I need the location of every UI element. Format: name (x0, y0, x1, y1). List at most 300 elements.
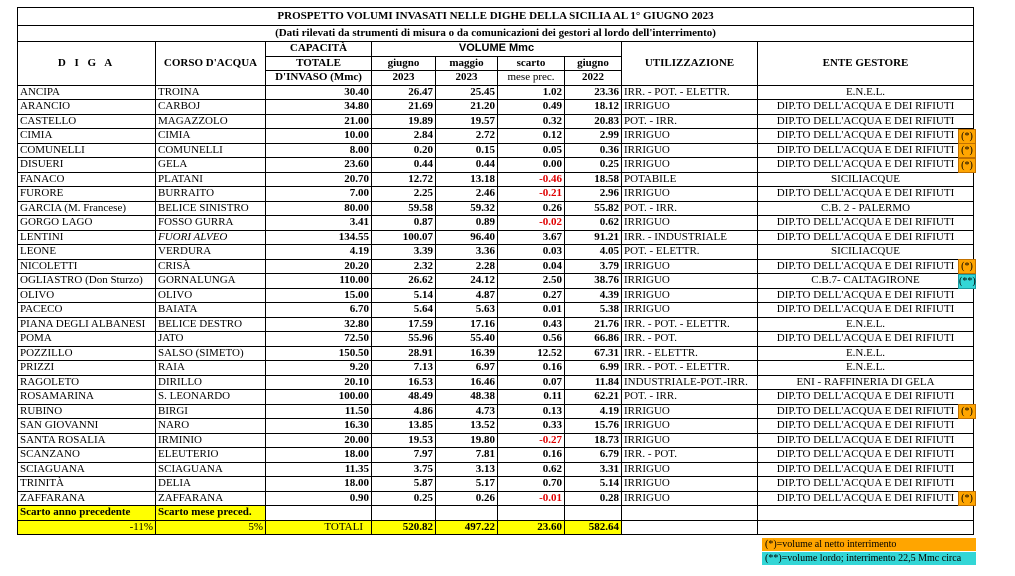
cell-capacita: 80.00 (266, 201, 372, 216)
cell-corso: BIRGI (156, 404, 266, 419)
cell-diga: TRINITÀ (18, 477, 156, 492)
cell-ente: DIP.TO DELL'ACQUA E DEI RIFIUTI (758, 303, 974, 318)
cell-utilizzazione: IRR. - ELETTR. (622, 346, 758, 361)
cell-capacita: 10.00 (266, 129, 372, 144)
report-subtitle: (Dati rilevati da strumenti di misura o da comunicazioni dei gestori al lordo dell'interrimento) (18, 26, 974, 42)
reservoir-report (17, 7, 974, 535)
cell-ente: DIP.TO DELL'ACQUA E DEI RIFIUTI (758, 158, 974, 173)
cell-utilizzazione: IRR. - INDUSTRIALE (622, 230, 758, 245)
cell-capacita: 23.60 (266, 158, 372, 173)
cell-scarto: -0.21 (498, 187, 565, 202)
cell-ente: ENI - RAFFINERIA DI GELA (758, 375, 974, 390)
cell-maggio-2023: 19.80 (436, 433, 498, 448)
scarto-mese-label: Scarto mese preced. (156, 506, 266, 521)
cell-corso: IRMINIO (156, 433, 266, 448)
cell-scarto: 0.16 (498, 361, 565, 376)
cell-utilizzazione: IRRIGUO (622, 216, 758, 231)
cell-giugno-2022: 4.19 (565, 404, 622, 419)
cell-utilizzazione: POT. - ELETTR. (622, 245, 758, 260)
cell-giugno-2022: 18.58 (565, 172, 622, 187)
cell-diga: PRIZZI (18, 361, 156, 376)
cell-giugno-2023: 59.58 (372, 201, 436, 216)
cell-scarto: 0.01 (498, 303, 565, 318)
cell-diga: CIMIA (18, 129, 156, 144)
cell-diga: CASTELLO (18, 114, 156, 129)
cell-utilizzazione: IRRIGUO (622, 433, 758, 448)
cell-maggio-2023: 19.57 (436, 114, 498, 129)
cell-scarto: 0.33 (498, 419, 565, 434)
cell-utilizzazione: IRRIGUO (622, 143, 758, 158)
cell-giugno-2022: 4.39 (565, 288, 622, 303)
cell-diga: SCANZANO (18, 448, 156, 463)
cell-giugno-2022: 67.31 (565, 346, 622, 361)
cell-ente: E.N.E.L. (758, 85, 974, 100)
cell-maggio-2023: 17.16 (436, 317, 498, 332)
header-corso: CORSO D'ACQUA (156, 42, 266, 86)
cell-scarto: 0.12 (498, 129, 565, 144)
cell-maggio-2023: 55.40 (436, 332, 498, 347)
cell-diga: SCIAGUANA (18, 462, 156, 477)
cell-corso: VERDURA (156, 245, 266, 260)
cell-giugno-2022: 5.38 (565, 303, 622, 318)
totali-label: TOTALI (266, 520, 372, 535)
cell-diga: OLIVO (18, 288, 156, 303)
cell-giugno-2023: 12.72 (372, 172, 436, 187)
cell-diga: POMA (18, 332, 156, 347)
cell-utilizzazione: POT. - IRR. (622, 201, 758, 216)
cell-giugno-2023: 2.25 (372, 187, 436, 202)
cell-giugno-2022: 0.36 (565, 143, 622, 158)
cell-scarto: 0.27 (498, 288, 565, 303)
cell-diga: OGLIASTRO (Don Sturzo) (18, 274, 156, 289)
cell-giugno-2023: 3.75 (372, 462, 436, 477)
cell-diga: POZZILLO (18, 346, 156, 361)
cell-giugno-2023: 100.07 (372, 230, 436, 245)
cell-corso: BELICE DESTRO (156, 317, 266, 332)
cell-corso: BURRAITO (156, 187, 266, 202)
header-maggio-2023-year: 2023 (436, 71, 498, 86)
cell-utilizzazione: IRRIGUO (622, 303, 758, 318)
cell-ente: DIP.TO DELL'ACQUA E DEI RIFIUTI (758, 129, 974, 144)
header-scarto: scarto (498, 56, 565, 71)
note-marker: (*) (958, 143, 976, 158)
cell-maggio-2023: 13.18 (436, 172, 498, 187)
cell-maggio-2023: 2.72 (436, 129, 498, 144)
table-row (18, 390, 974, 405)
cell-giugno-2023: 7.13 (372, 361, 436, 376)
table-row (18, 346, 974, 361)
table-row (18, 477, 974, 492)
cell-capacita: 20.20 (266, 259, 372, 274)
cell-utilizzazione: IRRIGUO (622, 259, 758, 274)
cell-scarto: 0.32 (498, 114, 565, 129)
cell-maggio-2023: 25.45 (436, 85, 498, 100)
header-capacita-2: TOTALE (266, 56, 372, 71)
table-row (18, 317, 974, 332)
header-giugno-2023: giugno (372, 56, 436, 71)
cell-capacita: 11.50 (266, 404, 372, 419)
header-giugno-2022: giugno (565, 56, 622, 71)
cell-ente: DIP.TO DELL'ACQUA E DEI RIFIUTI (758, 216, 974, 231)
cell-maggio-2023: 5.63 (436, 303, 498, 318)
cell-diga: PIANA DEGLI ALBANESI (18, 317, 156, 332)
cell-ente: C.B. 2 - PALERMO (758, 201, 974, 216)
cell-giugno-2022: 0.25 (565, 158, 622, 173)
cell-capacita: 20.70 (266, 172, 372, 187)
cell-ente: SICILIACQUE (758, 172, 974, 187)
cell-utilizzazione: INDUSTRIALE-POT.-IRR. (622, 375, 758, 390)
cell-giugno-2022: 6.99 (565, 361, 622, 376)
cell-diga: SAN GIOVANNI (18, 419, 156, 434)
header-giugno-2022-year: 2022 (565, 71, 622, 86)
cell-capacita: 8.00 (266, 143, 372, 158)
cell-giugno-2023: 26.62 (372, 274, 436, 289)
table-row (18, 187, 974, 202)
cell-maggio-2023: 13.52 (436, 419, 498, 434)
cell-capacita: 3.41 (266, 216, 372, 231)
cell-capacita: 18.00 (266, 477, 372, 492)
cell-giugno-2022: 38.76 (565, 274, 622, 289)
cell-giugno-2023: 0.44 (372, 158, 436, 173)
table-row (18, 259, 974, 274)
report-title: PROSPETTO VOLUMI INVASATI NELLE DIGHE DELLA SICILIA AL 1° GIUGNO 2023 (18, 8, 974, 26)
cell-utilizzazione: IRR. - POT. (622, 448, 758, 463)
cell-scarto: -0.02 (498, 216, 565, 231)
cell-capacita: 134.55 (266, 230, 372, 245)
cell-maggio-2023: 24.12 (436, 274, 498, 289)
cell-giugno-2023: 2.32 (372, 259, 436, 274)
cell-ente: DIP.TO DELL'ACQUA E DEI RIFIUTI (758, 477, 974, 492)
cell-giugno-2022: 66.86 (565, 332, 622, 347)
table-row (18, 100, 974, 115)
cell-giugno-2022: 91.21 (565, 230, 622, 245)
cell-utilizzazione: IRRIGUO (622, 274, 758, 289)
cell-giugno-2022: 2.96 (565, 187, 622, 202)
cell-corso: ZAFFARANA (156, 491, 266, 506)
cell-scarto: 0.03 (498, 245, 565, 260)
cell-giugno-2022: 5.14 (565, 477, 622, 492)
cell-capacita: 16.30 (266, 419, 372, 434)
cell-giugno-2023: 0.25 (372, 491, 436, 506)
cell-capacita: 21.00 (266, 114, 372, 129)
cell-capacita: 11.35 (266, 462, 372, 477)
cell-corso: TROINA (156, 85, 266, 100)
cell-giugno-2023: 13.85 (372, 419, 436, 434)
cell-giugno-2023: 5.14 (372, 288, 436, 303)
cell-corso: GORNALUNGA (156, 274, 266, 289)
cell-capacita: 34.80 (266, 100, 372, 115)
cell-diga: ZAFFARANA (18, 491, 156, 506)
table-row (18, 491, 974, 506)
cell-scarto: 0.16 (498, 448, 565, 463)
table-row (18, 230, 974, 245)
cell-utilizzazione: IRRIGUO (622, 419, 758, 434)
cell-ente: DIP.TO DELL'ACQUA E DEI RIFIUTI (758, 404, 974, 419)
cell-giugno-2022: 3.31 (565, 462, 622, 477)
cell-giugno-2023: 5.87 (372, 477, 436, 492)
cell-maggio-2023: 0.15 (436, 143, 498, 158)
cell-maggio-2023: 16.46 (436, 375, 498, 390)
cell-maggio-2023: 48.38 (436, 390, 498, 405)
cell-diga: GORGO LAGO (18, 216, 156, 231)
cell-corso: JATO (156, 332, 266, 347)
cell-utilizzazione: IRRIGUO (622, 288, 758, 303)
cell-giugno-2023: 0.20 (372, 143, 436, 158)
cell-diga: GARCIA (M. Francese) (18, 201, 156, 216)
cell-scarto: 0.43 (498, 317, 565, 332)
cell-scarto: 12.52 (498, 346, 565, 361)
cell-corso: GELA (156, 158, 266, 173)
cell-diga: DISUERI (18, 158, 156, 173)
cell-maggio-2023: 2.46 (436, 187, 498, 202)
cell-giugno-2022: 18.12 (565, 100, 622, 115)
cell-ente: DIP.TO DELL'ACQUA E DEI RIFIUTI (758, 491, 974, 506)
header-capacita-3: D'INVASO (Mmc) (266, 71, 372, 86)
cell-diga: ARANCIO (18, 100, 156, 115)
cell-scarto: 0.62 (498, 462, 565, 477)
cell-diga: LEONE (18, 245, 156, 260)
cell-capacita: 15.00 (266, 288, 372, 303)
cell-diga: RAGOLETO (18, 375, 156, 390)
cell-diga: COMUNELLI (18, 143, 156, 158)
cell-corso: BELICE SINISTRO (156, 201, 266, 216)
cell-scarto: -0.27 (498, 433, 565, 448)
cell-giugno-2022: 6.79 (565, 448, 622, 463)
table-row (18, 361, 974, 376)
cell-diga: ROSAMARINA (18, 390, 156, 405)
cell-giugno-2022: 3.79 (565, 259, 622, 274)
table-row (18, 303, 974, 318)
cell-giugno-2022: 62.21 (565, 390, 622, 405)
note-marker: (*) (958, 158, 976, 173)
cell-giugno-2023: 21.69 (372, 100, 436, 115)
header-volume: VOLUME Mmc (372, 42, 622, 57)
cell-maggio-2023: 2.28 (436, 259, 498, 274)
cell-utilizzazione: IRRIGUO (622, 491, 758, 506)
cell-maggio-2023: 16.39 (436, 346, 498, 361)
header-maggio-2023: maggio (436, 56, 498, 71)
cell-utilizzazione: IRRIGUO (622, 477, 758, 492)
cell-maggio-2023: 3.13 (436, 462, 498, 477)
header-scarto-sub: mese prec. (498, 71, 565, 86)
cell-scarto: 2.50 (498, 274, 565, 289)
cell-giugno-2023: 19.89 (372, 114, 436, 129)
cell-corso: DIRILLO (156, 375, 266, 390)
cell-corso: FOSSO GURRA (156, 216, 266, 231)
cell-capacita: 7.00 (266, 187, 372, 202)
cell-giugno-2023: 0.87 (372, 216, 436, 231)
cell-maggio-2023: 0.44 (436, 158, 498, 173)
cell-utilizzazione: POT. - IRR. (622, 390, 758, 405)
table-row (18, 158, 974, 173)
cell-giugno-2022: 4.05 (565, 245, 622, 260)
cell-capacita: 32.80 (266, 317, 372, 332)
table-row (18, 419, 974, 434)
header-giugno-2023-year: 2023 (372, 71, 436, 86)
scarto-anno-label: Scarto anno precedente (18, 506, 156, 521)
cell-scarto: 0.70 (498, 477, 565, 492)
cell-ente: DIP.TO DELL'ACQUA E DEI RIFIUTI (758, 143, 974, 158)
cell-utilizzazione: IRRIGUO (622, 129, 758, 144)
cell-corso: SCIAGUANA (156, 462, 266, 477)
cell-giugno-2022: 0.28 (565, 491, 622, 506)
cell-giugno-2023: 28.91 (372, 346, 436, 361)
cell-ente: E.N.E.L. (758, 361, 974, 376)
header-diga: D I G A (18, 42, 156, 86)
cell-ente: DIP.TO DELL'ACQUA E DEI RIFIUTI (758, 433, 974, 448)
header-ente: ENTE GESTORE (758, 42, 974, 86)
cell-giugno-2022: 18.73 (565, 433, 622, 448)
note-marker: (*) (958, 129, 976, 144)
cell-corso: CRISÀ (156, 259, 266, 274)
cell-giugno-2022: 11.84 (565, 375, 622, 390)
cell-scarto: 0.04 (498, 259, 565, 274)
cell-capacita: 20.00 (266, 433, 372, 448)
cell-giugno-2023: 19.53 (372, 433, 436, 448)
cell-diga: FURORE (18, 187, 156, 202)
cell-giugno-2023: 3.39 (372, 245, 436, 260)
cell-ente: DIP.TO DELL'ACQUA E DEI RIFIUTI (758, 100, 974, 115)
cell-utilizzazione: IRR. - POT. - ELETTR. (622, 361, 758, 376)
cell-corso: MAGAZZOLO (156, 114, 266, 129)
cell-maggio-2023: 5.17 (436, 477, 498, 492)
cell-utilizzazione: IRRIGUO (622, 404, 758, 419)
table-row (18, 332, 974, 347)
table-row (18, 172, 974, 187)
cell-corso: BAIATA (156, 303, 266, 318)
cell-corso: OLIVO (156, 288, 266, 303)
cell-scarto: 0.56 (498, 332, 565, 347)
cell-corso: RAIA (156, 361, 266, 376)
cell-ente: E.N.E.L. (758, 346, 974, 361)
cell-ente: E.N.E.L. (758, 317, 974, 332)
note-marker: (**) (959, 275, 976, 287)
cell-giugno-2022: 23.36 (565, 85, 622, 100)
cell-utilizzazione: IRRIGUO (622, 187, 758, 202)
cell-scarto: 0.11 (498, 390, 565, 405)
table-row (18, 288, 974, 303)
cell-capacita: 72.50 (266, 332, 372, 347)
cell-utilizzazione: IRR. - POT. - ELETTR. (622, 85, 758, 100)
cell-giugno-2023: 4.86 (372, 404, 436, 419)
total-giugno-2022: 582.64 (565, 520, 622, 535)
cell-corso: NARO (156, 419, 266, 434)
total-scarto: 23.60 (498, 520, 565, 535)
header-capacita-1: CAPACITÀ (266, 42, 372, 57)
cell-diga: PACECO (18, 303, 156, 318)
note-marker: (*) (958, 259, 976, 274)
cell-giugno-2023: 26.47 (372, 85, 436, 100)
cell-capacita: 0.90 (266, 491, 372, 506)
cell-utilizzazione: IRR. - POT. - ELETTR. (622, 317, 758, 332)
scarto-mese-value: 5% (156, 520, 266, 535)
cell-ente: DIP.TO DELL'ACQUA E DEI RIFIUTI (758, 187, 974, 202)
cell-maggio-2023: 21.20 (436, 100, 498, 115)
cell-giugno-2023: 2.84 (372, 129, 436, 144)
cell-capacita: 18.00 (266, 448, 372, 463)
cell-giugno-2022: 0.62 (565, 216, 622, 231)
cell-giugno-2022: 21.76 (565, 317, 622, 332)
scarto-anno-value: -11% (18, 520, 156, 535)
note-marker: (*) (958, 491, 976, 506)
table-row (18, 433, 974, 448)
cell-scarto: 0.13 (498, 404, 565, 419)
header-utilizzazione: UTILIZZAZIONE (622, 42, 758, 86)
cell-capacita: 4.19 (266, 245, 372, 260)
cell-giugno-2023: 17.59 (372, 317, 436, 332)
table-row (18, 85, 974, 100)
legend-star: (*)=volume al netto interrimento (762, 538, 976, 551)
table-row (18, 274, 974, 289)
cell-maggio-2023: 7.81 (436, 448, 498, 463)
cell-maggio-2023: 4.87 (436, 288, 498, 303)
cell-corso: S. LEONARDO (156, 390, 266, 405)
cell-giugno-2022: 20.83 (565, 114, 622, 129)
cell-corso: CARBOJ (156, 100, 266, 115)
cell-scarto: 0.26 (498, 201, 565, 216)
cell-maggio-2023: 3.36 (436, 245, 498, 260)
cell-utilizzazione: POT. - IRR. (622, 114, 758, 129)
cell-utilizzazione: POTABILE (622, 172, 758, 187)
cell-giugno-2023: 5.64 (372, 303, 436, 318)
cell-capacita: 6.70 (266, 303, 372, 318)
cell-corso: SALSO (SIMETO) (156, 346, 266, 361)
total-giugno-2023: 520.82 (372, 520, 436, 535)
cell-corso: DELIA (156, 477, 266, 492)
cell-ente: DIP.TO DELL'ACQUA E DEI RIFIUTI (758, 390, 974, 405)
cell-scarto: -0.46 (498, 172, 565, 187)
cell-ente: DIP.TO DELL'ACQUA E DEI RIFIUTI (758, 259, 974, 274)
cell-giugno-2022: 2.99 (565, 129, 622, 144)
total-maggio-2023: 497.22 (436, 520, 498, 535)
cell-capacita: 110.00 (266, 274, 372, 289)
table-row (18, 129, 974, 144)
table-row (18, 404, 974, 419)
cell-capacita: 9.20 (266, 361, 372, 376)
cell-diga: LENTINI (18, 230, 156, 245)
table-row (18, 201, 974, 216)
table-row (18, 375, 974, 390)
cell-giugno-2022: 15.76 (565, 419, 622, 434)
cell-capacita: 100.00 (266, 390, 372, 405)
cell-diga: NICOLETTI (18, 259, 156, 274)
note-marker: (*) (958, 404, 976, 419)
cell-corso: ELEUTERIO (156, 448, 266, 463)
cell-scarto: 1.02 (498, 85, 565, 100)
cell-capacita: 150.50 (266, 346, 372, 361)
cell-maggio-2023: 59.32 (436, 201, 498, 216)
cell-maggio-2023: 0.89 (436, 216, 498, 231)
table-row (18, 114, 974, 129)
cell-ente: DIP.TO DELL'ACQUA E DEI RIFIUTI (758, 332, 974, 347)
cell-giugno-2023: 55.96 (372, 332, 436, 347)
cell-diga: ANCIPA (18, 85, 156, 100)
table-row (18, 143, 974, 158)
cell-giugno-2023: 48.49 (372, 390, 436, 405)
cell-scarto: 0.07 (498, 375, 565, 390)
cell-scarto: 0.00 (498, 158, 565, 173)
cell-diga: RUBINO (18, 404, 156, 419)
legend-double-star: (**)=volume lordo; interrimento 22,5 Mmc circa (762, 552, 976, 565)
cell-giugno-2022: 55.82 (565, 201, 622, 216)
table-row (18, 245, 974, 260)
cell-ente: DIP.TO DELL'ACQUA E DEI RIFIUTI (758, 230, 974, 245)
table-row (18, 462, 974, 477)
cell-corso: CIMIA (156, 129, 266, 144)
cell-corso: COMUNELLI (156, 143, 266, 158)
cell-scarto: 3.67 (498, 230, 565, 245)
table-row (18, 448, 974, 463)
